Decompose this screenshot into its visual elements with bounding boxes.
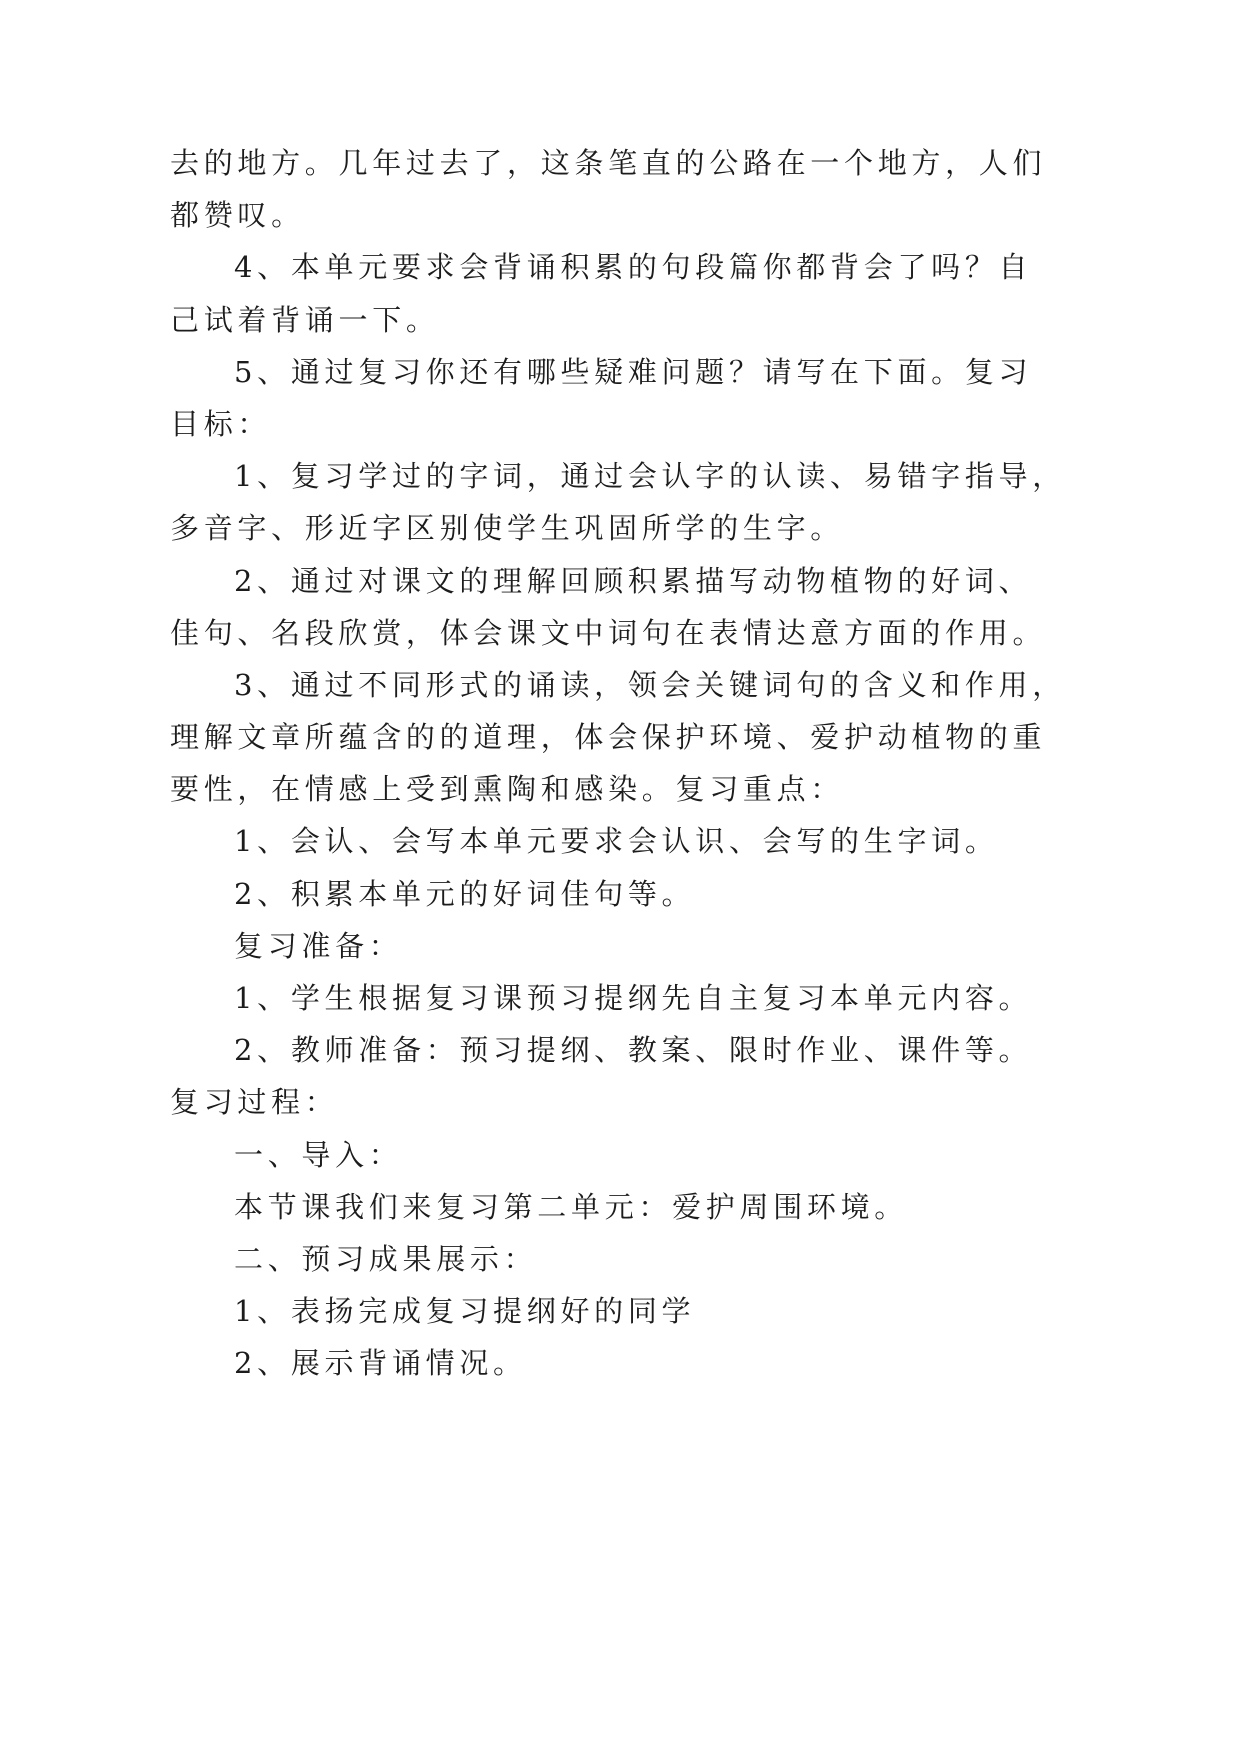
text-line: 2、通过对课文的理解回顾积累描写动物植物的好词、 (234, 563, 1033, 598)
text-line: 5、通过复习你还有哪些疑难问题？请写在下面。复习 (234, 354, 1033, 389)
text-line: 1、学生根据复习课预习提纲先自主复习本单元内容。 (234, 981, 1033, 1015)
paragraph (170, 137, 1170, 241)
paragraph (170, 346, 1170, 450)
text-line: 佳句、名段欣赏，体会课文中词句在表情达意方面的作用。 (170, 615, 1047, 650)
paragraph (170, 815, 1170, 867)
paragraph (170, 1181, 1170, 1233)
paragraph (170, 1337, 1170, 1389)
text-line: 理解文章所蕴含的的道理，体会保护环境、爱护动植物的重 (170, 720, 1047, 755)
text-line: 2、积累本单元的好词佳句等。 (234, 876, 696, 911)
section-heading (170, 920, 1170, 972)
section-heading (170, 1129, 1170, 1181)
paragraph (170, 241, 1170, 345)
text-line: 4、本单元要求会背诵积累的句段篇你都背会了吗？自 (234, 250, 1033, 285)
text-line: 复习准备： (234, 928, 403, 963)
text-line: 去的地方。几年过去了，这条笔直的公路在一个地方，人们 (170, 146, 1047, 180)
paragraph (170, 972, 1170, 1024)
text-line: 都赞叹。 (170, 198, 305, 233)
paragraph (170, 1024, 1170, 1128)
paragraph (170, 555, 1170, 659)
section-heading (170, 1233, 1170, 1285)
text-line: 一、导入： (234, 1137, 403, 1172)
text-line: 1、会认、会写本单元要求会认识、会写的生字词。 (234, 824, 999, 859)
paragraph (170, 450, 1170, 554)
paragraph (170, 868, 1170, 920)
text-line: 要性，在情感上受到熏陶和感染。复习重点： (170, 772, 845, 807)
text-line: 多音字、形近字区别使学生巩固所学的生字。 (170, 511, 845, 546)
text-line: 1、表扬完成复习提纲好的同学 (234, 1294, 696, 1329)
text-line: 1、复习学过的字词，通过会认字的认读、易错字指导， (234, 459, 1066, 494)
text-line: 2、教师准备：预习提纲、教案、限时作业、课件等。 (234, 1033, 1033, 1068)
text-line: 本节课我们来复习第二单元：爱护周围环境。 (234, 1189, 909, 1224)
paragraph (170, 1285, 1170, 1337)
text-line: 复习过程： (170, 1085, 339, 1120)
text-line: 目标： (170, 406, 272, 441)
document-body (170, 137, 1170, 1390)
paragraph (170, 659, 1170, 816)
text-line: 二、预习成果展示： (234, 1241, 538, 1276)
text-line: 3、通过不同形式的诵读，领会关键词句的含义和作用， (234, 667, 1066, 702)
text-line: 己试着背诵一下。 (170, 302, 440, 337)
text-line: 2、展示背诵情况。 (234, 1346, 527, 1381)
